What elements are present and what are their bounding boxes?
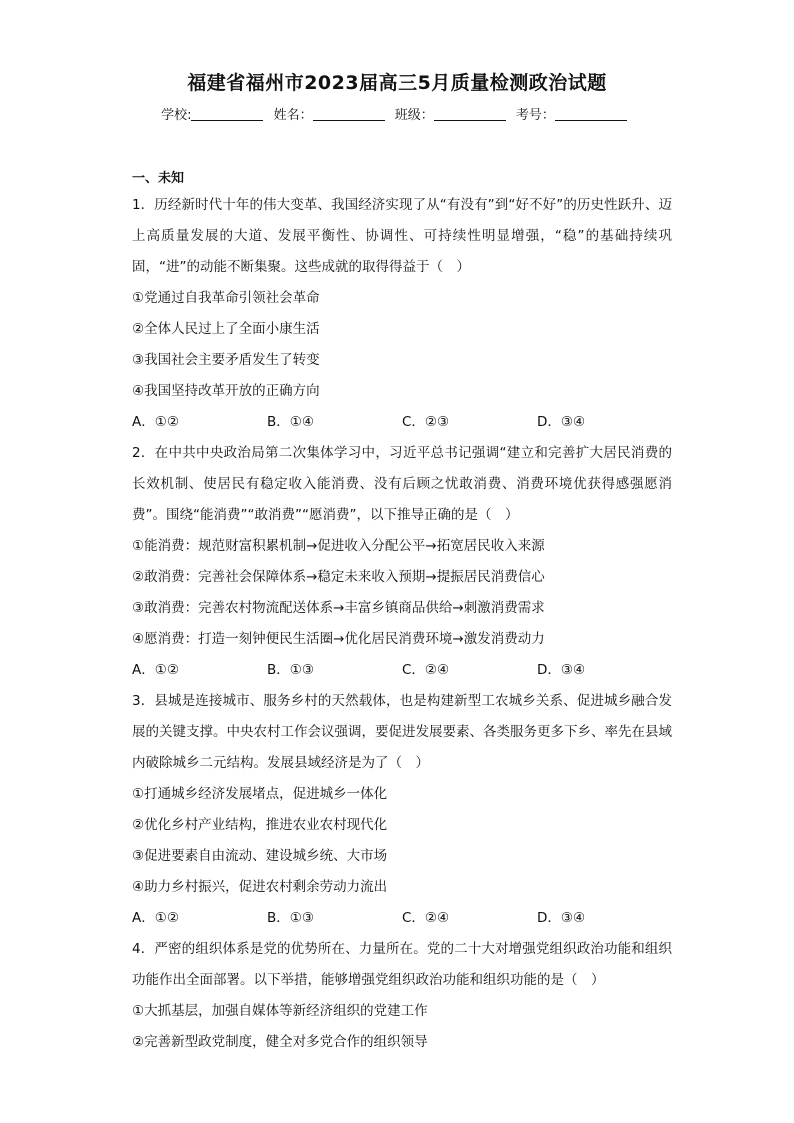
choice-a[interactable]: A．①② [132,414,179,430]
choice-c[interactable]: C．②④ [402,662,450,678]
question-stem: 2．在中共中央政治局第二次集体学习中，习近平总书记强调“建立和完善扩大居民消费的长效机制、使居民有稳定收入能消费、没有后顾之忧敢消费、消费环境优获得感强愿消费”。围绕“能消费”“敢消费”“愿消费”，以下推导正确的是（ ） [132,445,672,523]
statement-option: ④助力乡村振兴，促进农村剩余劳动力流出 [132,879,388,895]
school-blank [191,107,263,121]
statement-option: ②敢消费：完善社会保障体系→稳定未来收入预期→提振居民消费信心 [132,569,545,585]
statement-option: ①大抓基层，加强自媒体等新经济组织的党建工作 [132,1003,428,1019]
question-stem: 3．县城是连接城市、服务乡村的天然载体，也是构建新型工农城乡关系、促进城乡融合发展的关键支撑。中央农村工作会议强调，要促进发展要素、各类服务更多下乡、率先在县域内破除城乡二元结构。发展县域经济是为了（ ） [132,693,672,771]
statement-option: ③我国社会主要矛盾发生了转变 [132,352,320,368]
question-1 [132,190,672,438]
question-stem: 1．历经新时代十年的伟大变革、我国经济实现了从“有没有”到“好不好”的历史性跃升、迈上高质量发展的大道、发展平衡性、协调性、可持续性明显增强，“稳”的基础持续巩固，“进”的动能不断集聚。这些成就的取得得益于（ ） [132,197,672,275]
choice-b[interactable]: B．①③ [267,910,314,926]
questions-container [132,190,672,1058]
class-label: 班级： [394,108,434,123]
choice-c[interactable]: C．②③ [402,414,450,430]
answer-choices [132,903,672,934]
choice-b[interactable]: B．①③ [267,662,314,678]
statement-option: ④愿消费：打造一刻钟便民生活圈→优化居民消费环境→激发消费动力 [132,631,545,647]
section-heading: 一、未知 [132,171,185,186]
statement-option: ②优化乡村产业结构，推进农业农村现代化 [132,817,388,833]
exam-title: 福建省福州市2023届高三5月质量检测政治试题 [187,72,607,94]
student-info-row [0,104,794,123]
statement-option: ①能消费：规范财富积累机制→促进收入分配公平→拓宽居民收入来源 [132,538,545,554]
statement-option: ②完善新型政党制度，健全对多党合作的组织领导 [132,1034,428,1050]
answer-choices [132,407,672,438]
choice-d[interactable]: D．③④ [537,662,586,678]
statement-option: ③促进要素自由流动、建设城乡统、大市场 [132,848,388,864]
school-label: 学校: [161,108,192,123]
exam-number-label: 考号： [515,108,555,123]
statement-option: ③敢消费：完善农村物流配送体系→丰富乡镇商品供给→刺激消费需求 [132,600,545,616]
choice-b[interactable]: B．①④ [267,414,314,430]
statement-option: ④我国坚持改革开放的正确方向 [132,383,320,399]
choice-c[interactable]: C．②④ [402,910,450,926]
choice-a[interactable]: A．①② [132,662,179,678]
statement-option: ①党通过自我革命引领社会革命 [132,290,320,306]
question-3 [132,686,672,934]
choice-a[interactable]: A．①② [132,910,179,926]
name-blank [313,107,385,121]
answer-choices [132,655,672,686]
class-blank [434,107,506,121]
statement-option: ①打通城乡经济发展堵点，促进城乡一体化 [132,786,388,802]
name-label: 姓名： [273,108,313,123]
question-4 [132,934,672,1058]
question-2 [132,438,672,686]
exam-number-blank [555,107,627,121]
statement-option: ②全体人民过上了全面小康生活 [132,321,320,337]
question-stem: 4．严密的组织体系是党的优势所在、力量所在。党的二十大对增强党组织政治功能和组织功能作出全面部署。以下举措，能够增强党组织政治功能和组织功能的是（ ） [132,941,672,988]
choice-d[interactable]: D．③④ [537,414,586,430]
choice-d[interactable]: D．③④ [537,910,586,926]
